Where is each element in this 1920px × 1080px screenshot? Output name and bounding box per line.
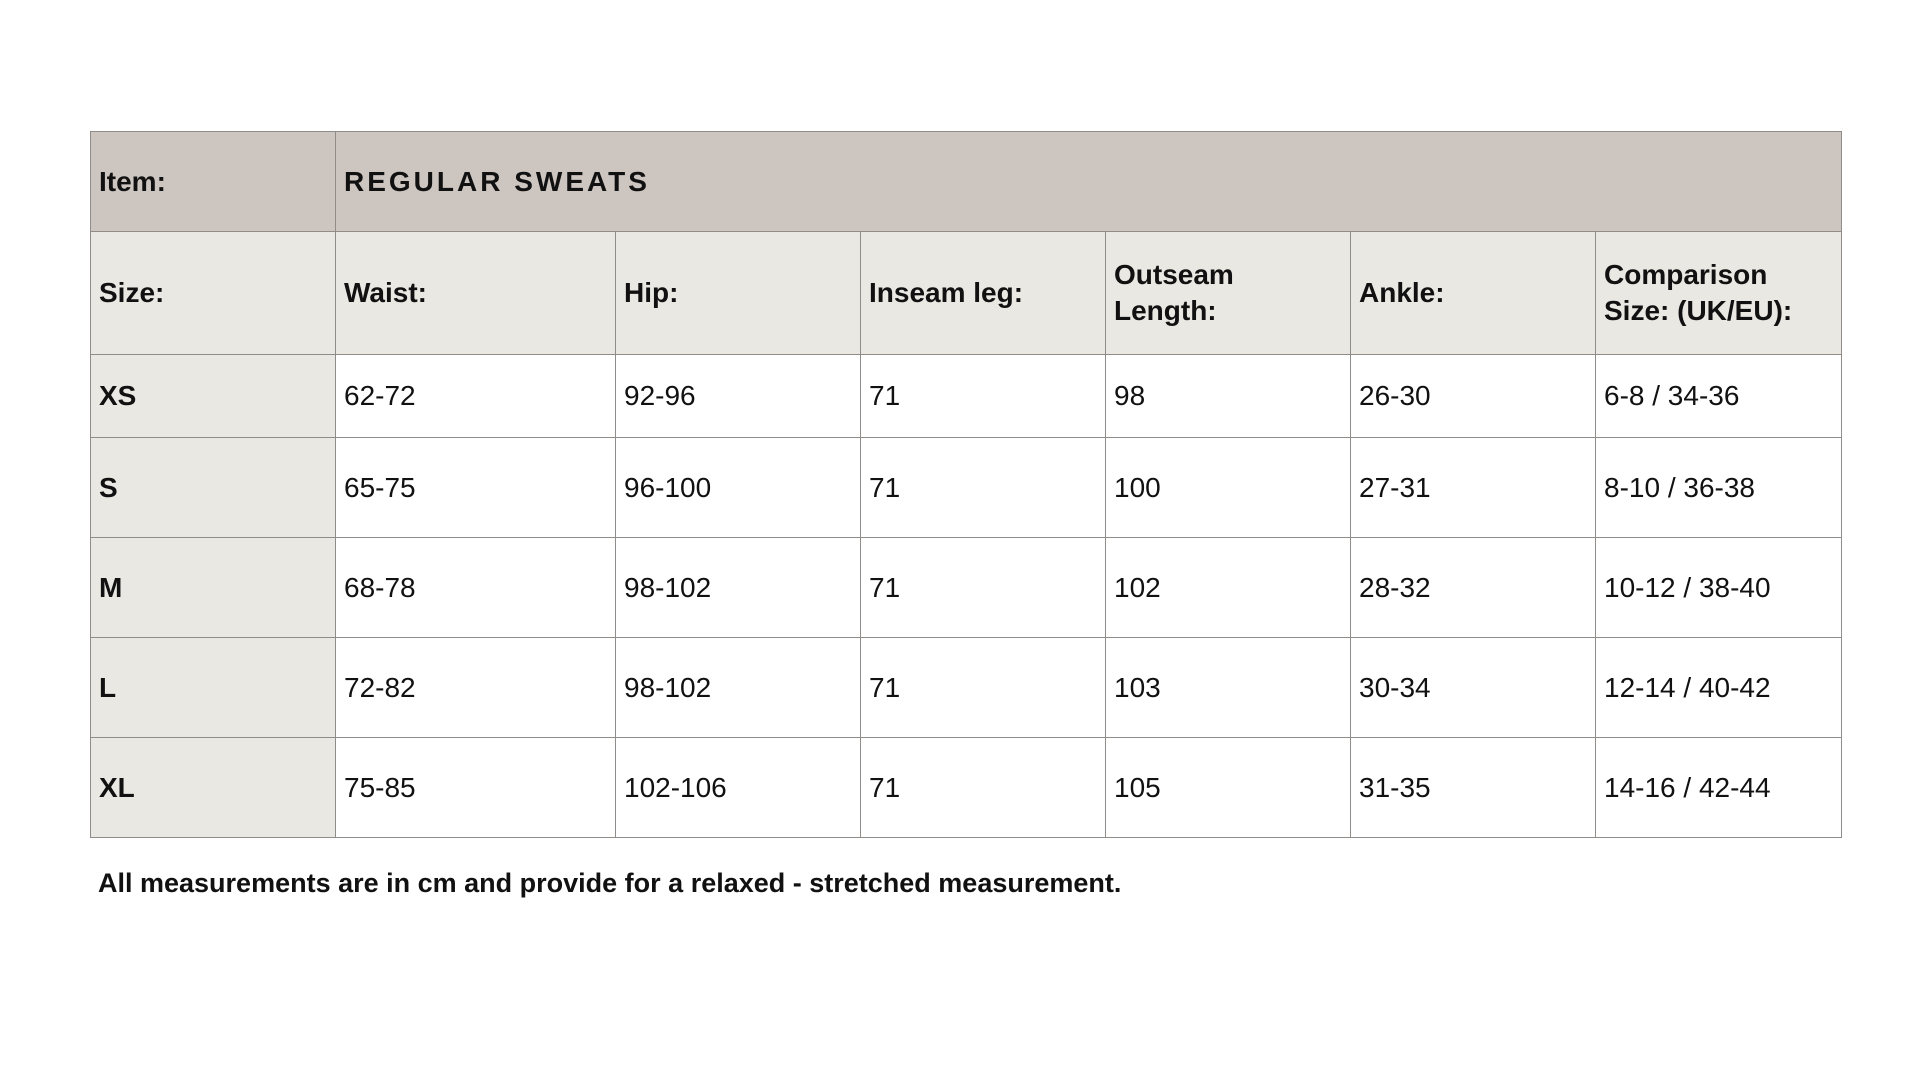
table-row: [91, 738, 1842, 838]
table-row: [91, 638, 1842, 738]
header-ankle: Ankle:: [1351, 232, 1596, 355]
waist-cell: 72-82: [336, 638, 616, 738]
hip-cell: 96-100: [616, 438, 861, 538]
ankle-cell: 28-32: [1351, 538, 1596, 638]
waist-cell: 62-72: [336, 355, 616, 438]
inseam-cell: 71: [861, 355, 1106, 438]
comparison-cell: 14-16 / 42-44: [1596, 738, 1842, 838]
header-row: [91, 232, 1842, 355]
measurement-footnote: All measurements are in cm and provide for a relaxed - stretched measurement.: [98, 868, 1122, 898]
hip-cell: 102-106: [616, 738, 861, 838]
waist-cell: 65-75: [336, 438, 616, 538]
comparison-cell: 8-10 / 36-38: [1596, 438, 1842, 538]
table-row: [91, 438, 1842, 538]
header-outseam: Outseam Length:: [1106, 232, 1351, 355]
table-row: [91, 538, 1842, 638]
item-row: [91, 132, 1842, 232]
header-size: Size:: [91, 232, 336, 355]
item-title: REGULAR SWEATS: [336, 132, 1842, 232]
header-inseam: Inseam leg:: [861, 232, 1106, 355]
header-waist: Waist:: [336, 232, 616, 355]
hip-cell: 98-102: [616, 538, 861, 638]
comparison-cell: 12-14 / 40-42: [1596, 638, 1842, 738]
outseam-cell: 100: [1106, 438, 1351, 538]
hip-cell: 98-102: [616, 638, 861, 738]
size-chart-table: [90, 131, 1842, 838]
ankle-cell: 31-35: [1351, 738, 1596, 838]
item-label: Item:: [91, 132, 336, 232]
ankle-cell: 30-34: [1351, 638, 1596, 738]
inseam-cell: 71: [861, 538, 1106, 638]
size-cell: XS: [91, 355, 336, 438]
ankle-cell: 27-31: [1351, 438, 1596, 538]
ankle-cell: 26-30: [1351, 355, 1596, 438]
outseam-cell: 105: [1106, 738, 1351, 838]
inseam-cell: 71: [861, 738, 1106, 838]
comparison-cell: 6-8 / 34-36: [1596, 355, 1842, 438]
table-row: [91, 355, 1842, 438]
size-cell: S: [91, 438, 336, 538]
outseam-cell: 98: [1106, 355, 1351, 438]
inseam-cell: 71: [861, 438, 1106, 538]
header-hip: Hip:: [616, 232, 861, 355]
outseam-cell: 103: [1106, 638, 1351, 738]
outseam-cell: 102: [1106, 538, 1351, 638]
waist-cell: 68-78: [336, 538, 616, 638]
size-cell: M: [91, 538, 336, 638]
hip-cell: 92-96: [616, 355, 861, 438]
header-comparison: Comparison Size: (UK/EU):: [1596, 232, 1842, 355]
size-cell: L: [91, 638, 336, 738]
size-cell: XL: [91, 738, 336, 838]
waist-cell: 75-85: [336, 738, 616, 838]
inseam-cell: 71: [861, 638, 1106, 738]
comparison-cell: 10-12 / 38-40: [1596, 538, 1842, 638]
